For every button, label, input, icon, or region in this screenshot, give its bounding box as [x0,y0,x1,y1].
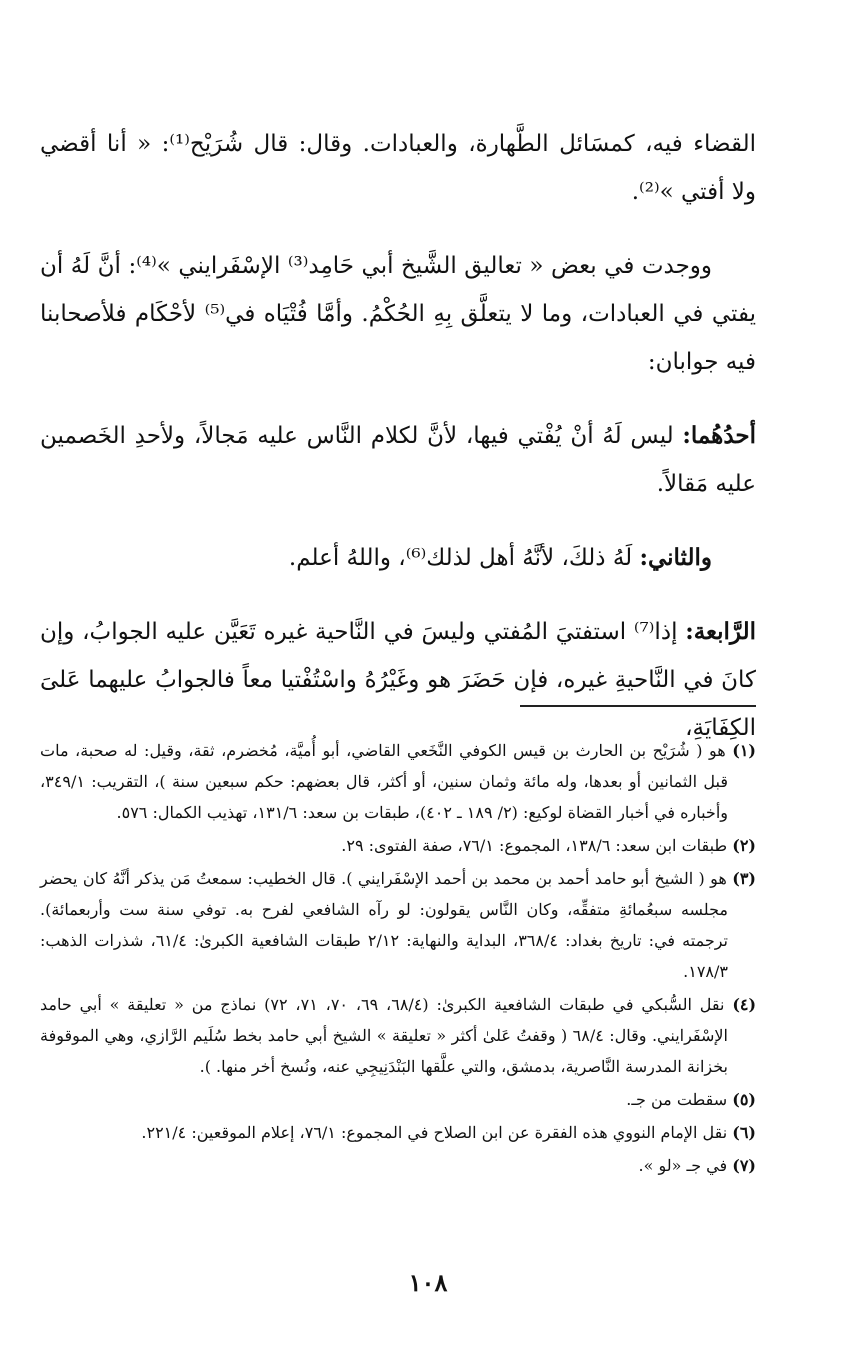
main-text [40,120,756,778]
footnote-text: سقطت من جـ. [626,1090,728,1109]
footnote-1 [40,735,756,828]
paragraph-5-label: الرَّابعة: [685,618,756,645]
main-body [40,120,756,752]
footnote-number: (٤) [732,995,757,1014]
footnote-number: (١) [732,741,756,760]
footnote-text: نقل السُّبكي في طبقات الشافعية الكبرىٰ: (٦٨/٤، ٦٩، ٧٠، ٧١، ٧٢) نماذج من « تعليقة » أبي حامد الإسْفَرايني. وقال: ٦٨/٤ ( وقفتُ عَلىٰ أكثر « تعليقة » الشيخ أبي حامد بخط سُلَيم الرَّازي، وهي الموقوفة بخزانة المدرسة النَّاصرية، بدمشق، والتي علَّقها البَنْدَنِيجِي عنه، ونُسخ أخر منها. ). [40,995,728,1076]
footnote-number: (٣) [732,869,756,888]
paragraph-2: ووجدت في بعض « تعاليق الشَّيخ أبي حَامِد⁽³⁾ الإسْفَرايني »⁽⁴⁾: أنَّ لَهُ أن يفتي في العبادات، وما لا يتعلَّق بِهِ الحُكْمُ. وأمَّا فُتْيَاه في⁽⁵⁾ لأحْكَام فلأصحابنا فيه جوابان: [40,253,756,375]
paragraph-4-label: والثاني: [639,544,712,571]
page-number: ١٠٨ [408,1268,448,1297]
paragraph-3-text: ليس لَهُ أنْ يُفْتي فيها، لأنَّ لكلام النَّاس عليه مَجالاً، ولأحدِ الخَصمين عليه مَقالاً. [40,423,756,497]
paragraph-3 [40,412,756,508]
footnote-number: (٥) [732,1090,756,1109]
footnote-text: هو ( شُرَيْح بن الحارث بن قيس الكوفي النَّخَعي القاضي، أبو أُميَّة، مُخضرم، ثقة، وقيل: له صحبة، مات قبل الثمانين أو بعدها، وله مائة وثمان سنين، أو أكثر، قال بعضهم: حكم سبعين سنة )، التقريب: ٣٤٩/١، وأخباره في أخبار القضاة لوكيع: (٢/ ١٨٩ ـ ٤٠٢)، طبقات بن سعد: ١٣١/٦، تهذيب الكمال: ٥٧٦. [40,741,728,822]
paragraph-5 [40,608,756,752]
footnote-5 [40,1084,756,1115]
footnote-text: هو ( الشيخ أبو حامد أحمد بن محمد بن أحمد الإسْفَرايني ). قال الخطيب: سمعتُ مَن يذكر أنَّهُ كان يحضر مجلسه سبعُمائةِ متفقِّه، وكان النَّاس يقولون: لو رآه الشافعي لفرح به. توفي سنة ست وأربعمائة). ترجمته في: تاريخ بغداد: ٣٦٨/٤، البداية والنهاية: ٢/١٢ طبقات الشافعية الكبرىٰ: ٦١/٤، شذرات الذهب: ١٧٨/٣. [40,869,728,981]
footnote-text: نقل الإمام النووي هذه الفقرة عن ابن الصلاح في المجموع: ٧٦/١، إعلام الموقعين: ٢٢١/٤. [141,1123,728,1142]
footnote-number: (٢) [732,836,756,855]
paragraph-1: القضاء فيه، كمسَائل الطَّهارة، والعبادات. وقال: قال شُرَيْح⁽¹⁾: « أنا أقضي ولا أفتي »⁽²⁾. [40,131,756,205]
footnotes [40,735,756,1183]
footnote-text: طبقات ابن سعد: ١٣٨/٦، المجموع: ٧٦/١، صفة الفتوى: ٢٩. [341,836,728,855]
footnote-6 [40,1117,756,1148]
footnote-7 [40,1150,756,1181]
footnote-3 [40,863,756,987]
paragraph-4-text: لَهُ ذلكَ، لأنَّهُ أهل لذلك⁽⁶⁾، واللهُ أعلم. [288,545,640,571]
footnote-number: (٦) [732,1123,756,1142]
footnote-number: (٧) [732,1156,756,1175]
paragraph-3-label: أحدُهُما: [682,422,756,449]
footnote-divider [520,705,756,707]
paragraph-4 [40,534,756,582]
paragraph-5-text: إذا⁽⁷⁾ استفتيَ المُفتي وليسَ في النَّاحية غيره تَعَيَّن عليه الجوابُ، وإن كانَ في النَّاحيةِ غيره، فإن حَضَرَ هو وغَيْرُهُ واسْتُفْتيا معاً فالجوابُ عليهما عَلىَ الكِفَايَةِ، [40,619,756,741]
footnote-4 [40,989,756,1082]
footnote-2 [40,830,756,861]
footnote-text: في جـ «لو ». [638,1156,728,1175]
